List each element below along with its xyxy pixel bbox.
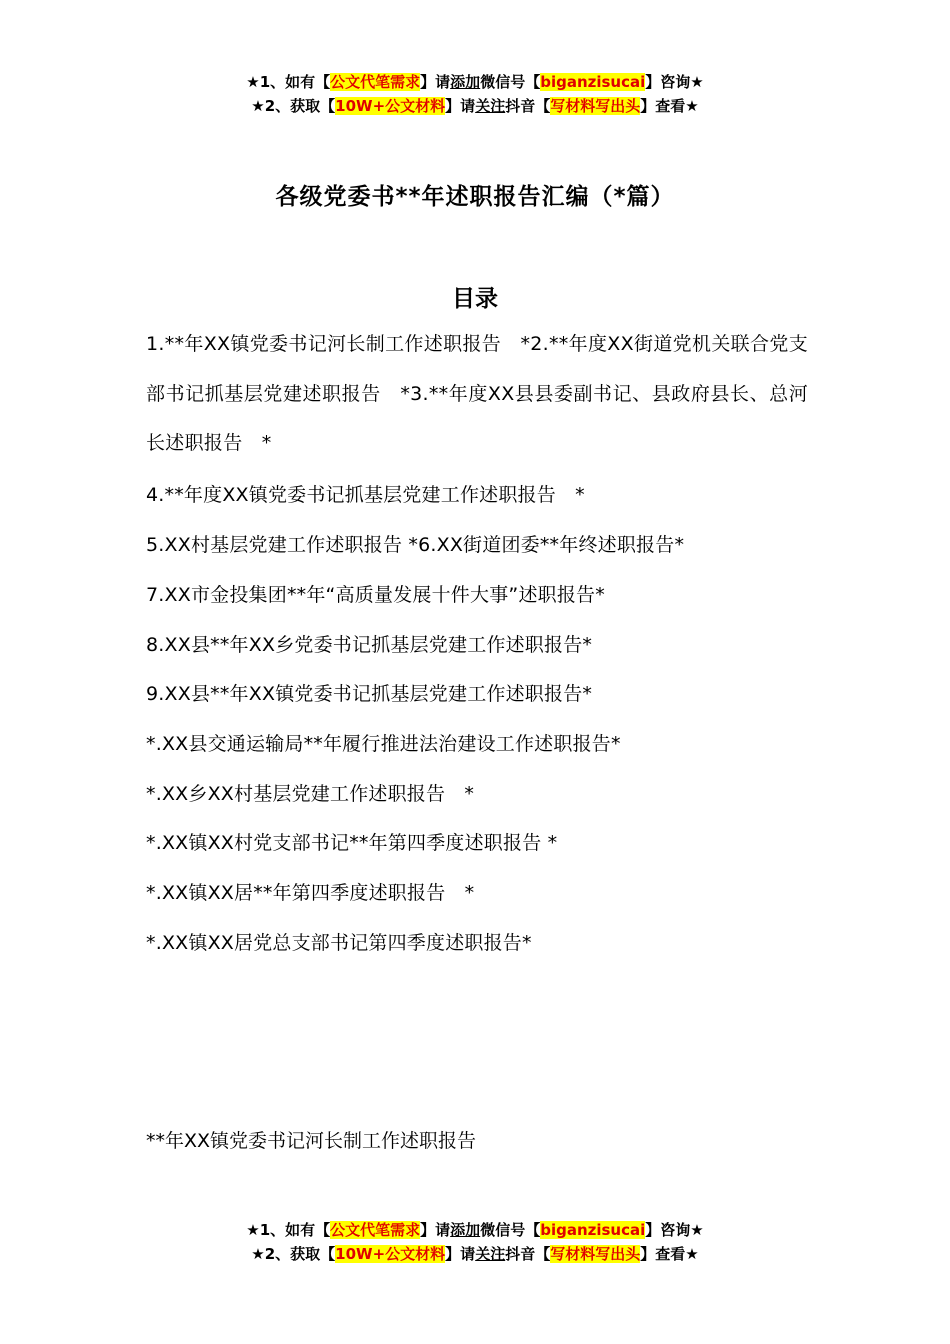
toc-item: *.XX乡XX村基层党建工作述职报告 *	[146, 783, 475, 805]
toc-paragraph: 1.**年XX镇党委书记河长制工作述职报告 *2.**年度XX街道党机关联合党支部书记抓基层党建述职报告 *3.**年度XX县县委副书记、县政府县长、总河长述职报告 *	[146, 333, 808, 454]
section-title: **年XX镇党委书记河长制工作述职报告	[146, 1130, 477, 1152]
promo-banner-top	[0, 70, 950, 118]
star-icon: ★	[690, 1221, 704, 1239]
highlight-wechat-id: biganzisucai	[540, 1221, 646, 1239]
promo-line-2: ★2、获取【10W+公文材料】请关注抖音【写材料写出头】查看★	[251, 97, 699, 115]
toc-item: *.XX县交通运输局**年履行推进法治建设工作述职报告*	[146, 733, 621, 755]
promo-line-1: ★1、如有【公文代笔需求】请添加微信号【biganzisucai】咨询★	[246, 73, 704, 91]
toc-heading: 目录	[452, 286, 498, 312]
toc-item: *.XX镇XX居党总支部书记第四季度述职报告*	[146, 932, 532, 954]
highlight-douyin-account: 写材料写出头	[550, 97, 641, 115]
document-title: 各级党委书**年述职报告汇编（*篇）	[275, 184, 675, 210]
toc-item: 7.XX市金投集团**年“高质量发展十件大事”述职报告*	[146, 584, 605, 606]
star-icon: ★	[251, 97, 265, 115]
toc-item: *.XX镇XX村党支部书记**年第四季度述职报告 *	[146, 832, 558, 854]
highlight-service: 公文代笔需求	[330, 73, 421, 91]
star-icon: ★	[685, 97, 699, 115]
star-icon: ★	[685, 1245, 699, 1263]
toc-item: *.XX镇XX居**年第四季度述职报告 *	[146, 882, 475, 904]
highlight-wechat-id: biganzisucai	[540, 73, 646, 91]
highlight-materials: 10W+公文材料	[335, 97, 446, 115]
star-icon: ★	[246, 73, 260, 91]
toc-item: 8.XX县**年XX乡党委书记抓基层党建工作述职报告*	[146, 634, 593, 656]
promo-line-1: ★1、如有【公文代笔需求】请添加微信号【biganzisucai】咨询★	[246, 1221, 704, 1239]
highlight-materials: 10W+公文材料	[335, 1245, 446, 1263]
toc-item: 5.XX村基层党建工作述职报告 *6.XX街道团委**年终述职报告*	[146, 534, 685, 556]
promo-banner-bottom	[0, 1218, 950, 1266]
toc-item: 9.XX县**年XX镇党委书记抓基层党建工作述职报告*	[146, 683, 593, 705]
toc-item: 4.**年度XX镇党委书记抓基层党建工作述职报告 *	[146, 484, 585, 506]
highlight-douyin-account: 写材料写出头	[550, 1245, 641, 1263]
star-icon: ★	[246, 1221, 260, 1239]
highlight-service: 公文代笔需求	[330, 1221, 421, 1239]
star-icon: ★	[690, 73, 704, 91]
promo-line-2: ★2、获取【10W+公文材料】请关注抖音【写材料写出头】查看★	[251, 1245, 699, 1263]
star-icon: ★	[251, 1245, 265, 1263]
